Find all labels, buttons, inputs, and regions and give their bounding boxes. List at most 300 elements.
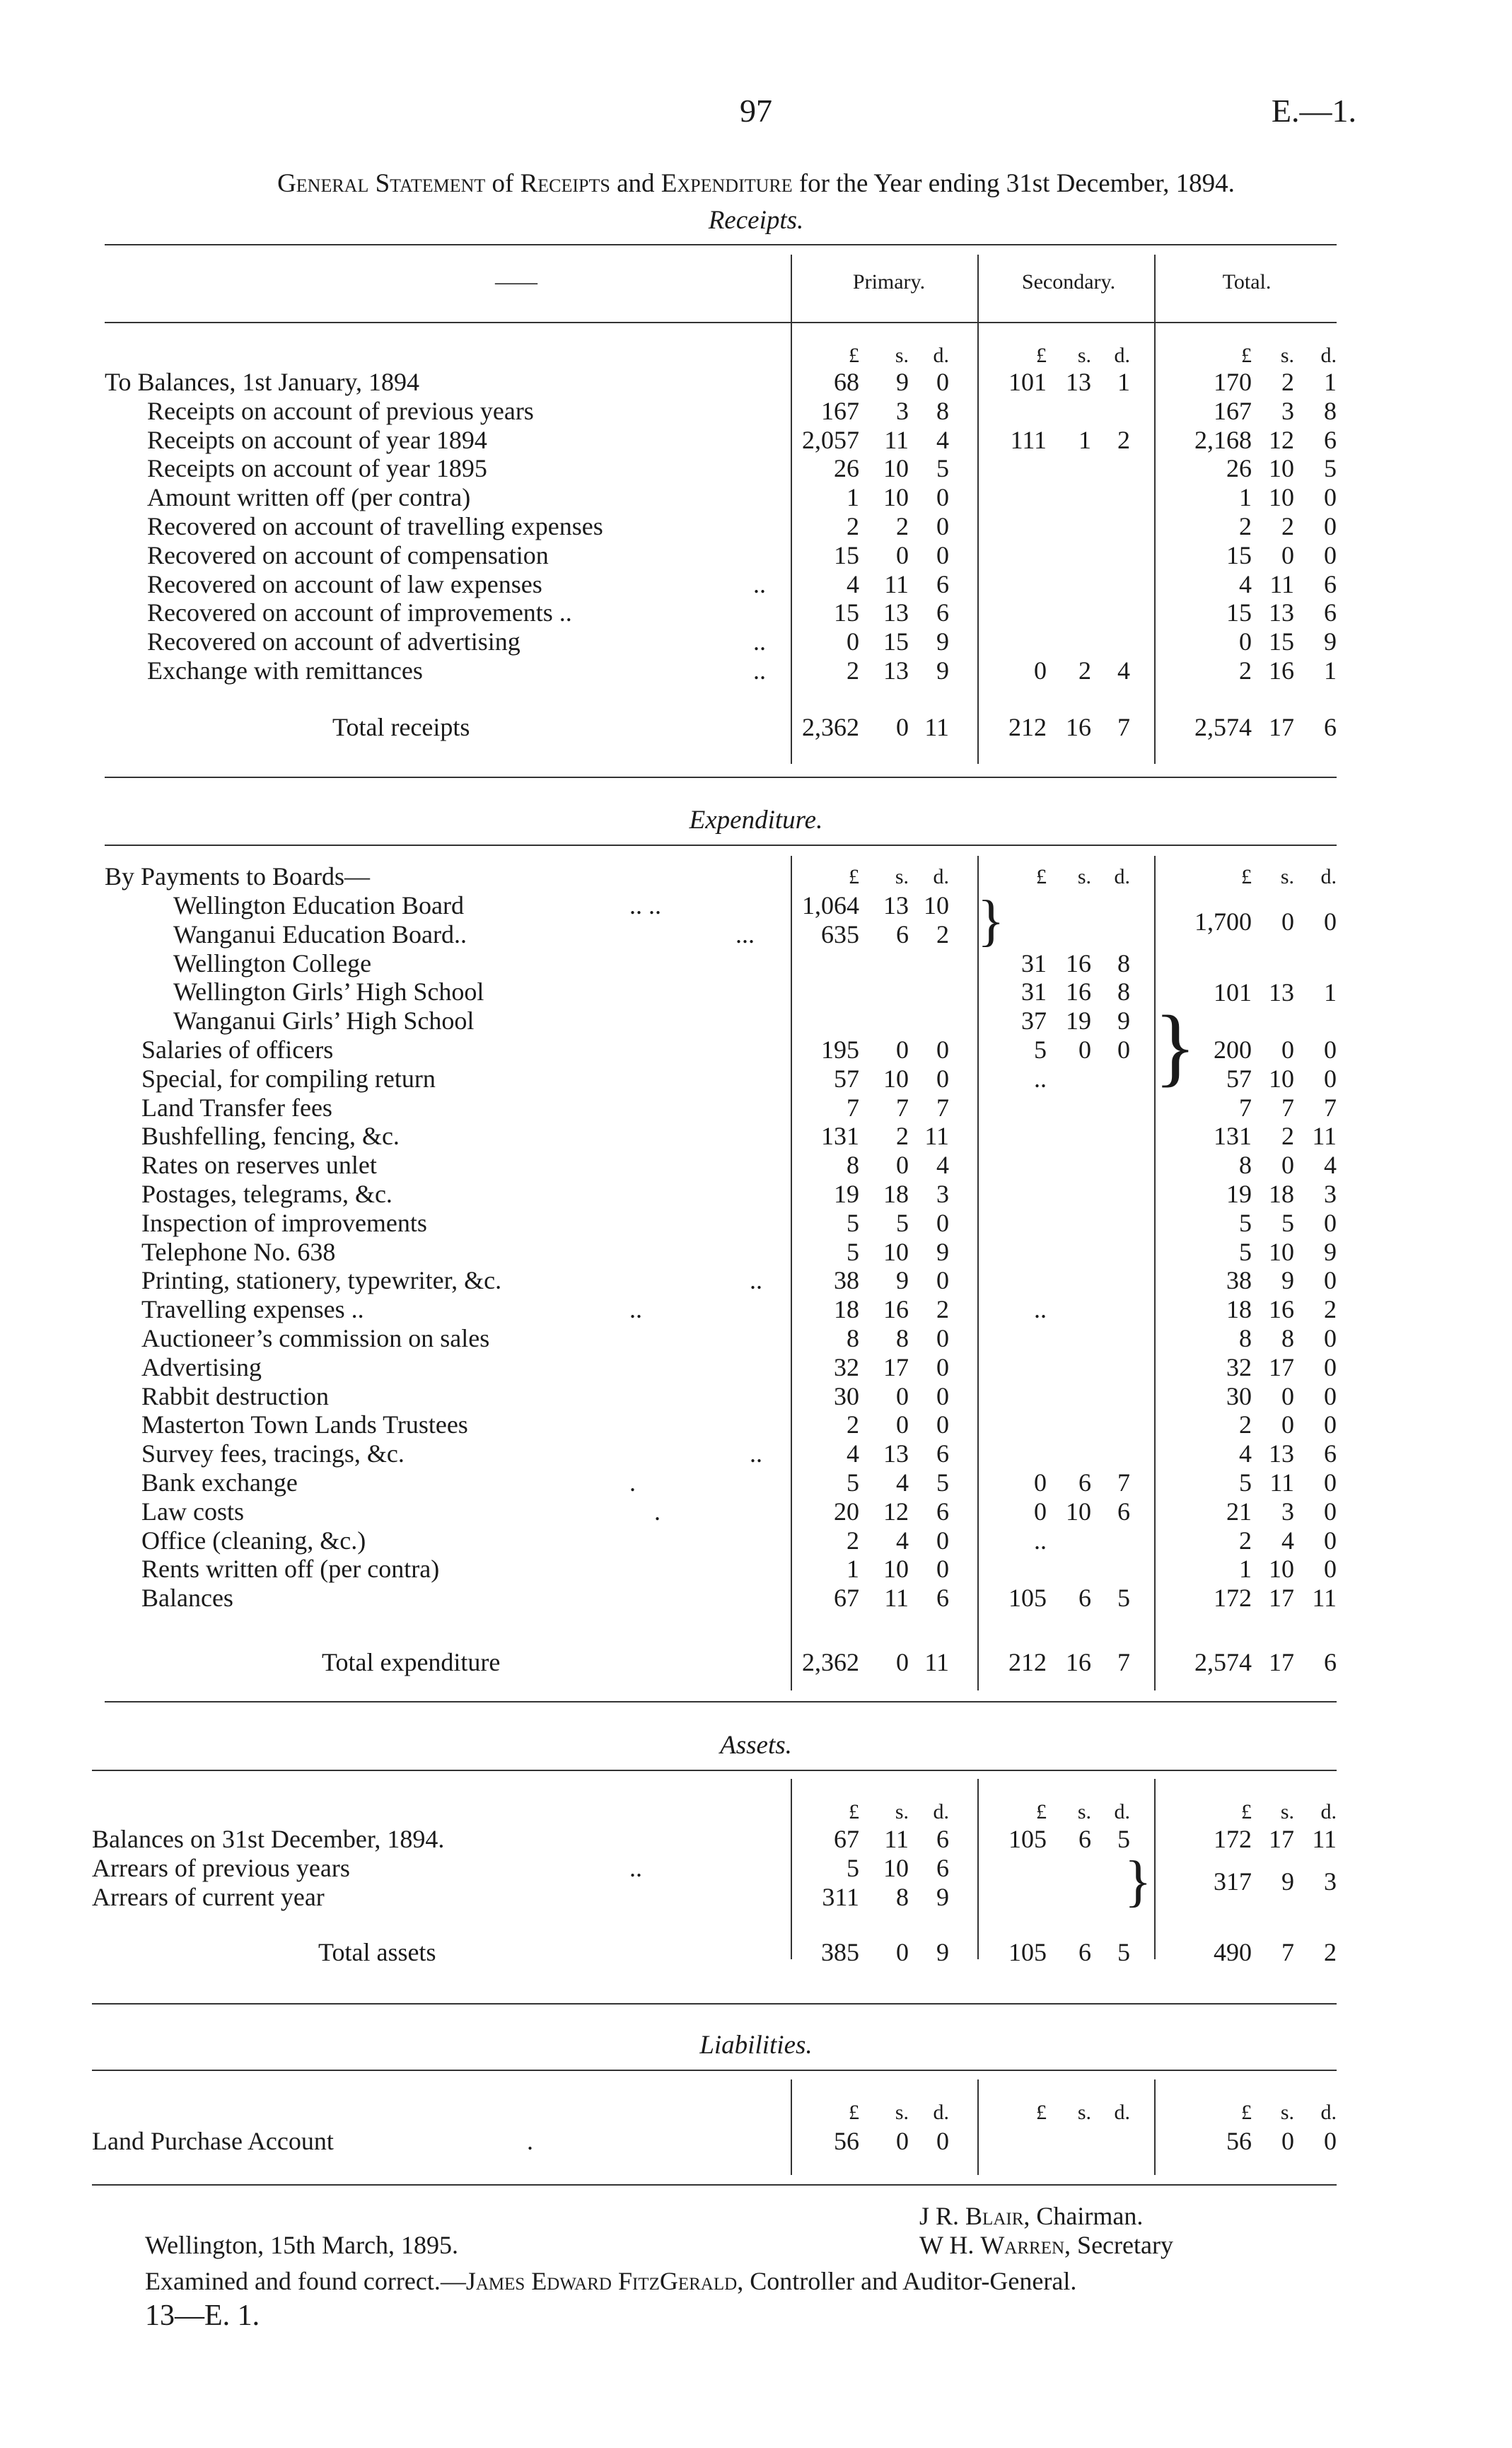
table-row	[0, 1238, 1512, 1267]
row-label: Auctioneer’s commission on sales	[141, 1324, 490, 1352]
pence-sign: d.	[1320, 865, 1337, 888]
table-row	[0, 1439, 1512, 1468]
row-label: Bank exchange	[141, 1468, 298, 1497]
pounds-cell: 4	[847, 569, 859, 598]
shillings-cell: 7	[1281, 1093, 1294, 1122]
leader-dots: ..	[753, 656, 766, 685]
pence-sign: d.	[1114, 1800, 1130, 1823]
pence-cell: 4	[936, 425, 949, 454]
row-label: Arrears of current year	[92, 1882, 325, 1911]
pence-cell: 0	[936, 1208, 949, 1237]
leader-dots: .	[527, 2127, 533, 2155]
pounds-cell: 111	[1010, 425, 1047, 454]
pound-sign: £	[1241, 344, 1252, 367]
row-label: Arrears of previous years	[92, 1853, 350, 1882]
pounds-cell: 67	[834, 1825, 859, 1853]
rule	[92, 2184, 1337, 2186]
pence-cell: 0	[1324, 1381, 1337, 1410]
pence-cell: 0	[1117, 1036, 1130, 1064]
shillings-cell: 16	[1269, 1295, 1294, 1324]
pence-cell: 6	[936, 569, 949, 598]
shillings-cell: 9	[896, 368, 909, 396]
pounds-cell: 2	[847, 1526, 859, 1555]
pounds-cell: 2	[847, 656, 859, 685]
table-row	[0, 598, 1512, 627]
shillings-cell: 0	[896, 540, 909, 569]
shillings-cell: 0	[1281, 1381, 1294, 1410]
row-label: Postages, telegrams, &c.	[141, 1180, 392, 1208]
shillings-cell: 0	[896, 2127, 909, 2155]
title-word: Expenditure	[661, 169, 793, 198]
pence-cell: 3	[936, 1180, 949, 1208]
shilling-sign: s.	[1077, 2101, 1091, 2124]
shillings-cell: 2	[896, 512, 909, 540]
pounds-cell: 317	[1214, 1867, 1252, 1896]
shillings-cell: 6	[896, 920, 909, 949]
shillings-cell: 4	[1281, 1526, 1294, 1555]
pence-cell: 6	[936, 1497, 949, 1526]
pound-sign: £	[1036, 344, 1047, 367]
leader-dots: ..	[629, 1853, 642, 1882]
shillings-cell: 17	[1269, 1584, 1294, 1613]
pence-cell: 9	[936, 1237, 949, 1266]
pound-sign: £	[1241, 865, 1252, 888]
row-label: Rates on reserves unlet	[141, 1151, 377, 1180]
pounds-cell: 31	[1021, 949, 1047, 978]
row-label: Salaries of officers	[141, 1036, 334, 1064]
pence-cell: 0	[936, 2127, 949, 2155]
pence-cell: 6	[936, 1439, 949, 1468]
table-row	[0, 627, 1512, 656]
pound-sign: £	[849, 344, 859, 367]
pounds-cell: 68	[834, 368, 859, 396]
shillings-cell: 18	[1269, 1180, 1294, 1208]
pounds-cell: 15	[834, 598, 859, 627]
row-label: Printing, stationery, typewriter, &c.	[141, 1266, 502, 1295]
pence-cell: 6	[936, 1584, 949, 1613]
shillings-cell: 11	[1269, 569, 1294, 598]
pounds-cell: 101	[1214, 978, 1252, 1007]
pounds-cell: 2,574	[1194, 1648, 1252, 1676]
pence-cell: 0	[936, 1381, 949, 1410]
pence-cell: 0	[1324, 1526, 1337, 1555]
row-label: Wellington College	[173, 949, 372, 978]
pence-cell: 11	[1312, 1584, 1337, 1613]
pence-cell: 5	[1324, 454, 1337, 483]
row-label: Rents written off (per contra)	[141, 1555, 440, 1584]
shillings-cell: 6	[1078, 1938, 1091, 1966]
title-word: Receipts	[520, 169, 610, 198]
shillings-cell: 6	[1078, 1825, 1091, 1853]
pound-sign: £	[1036, 2101, 1047, 2124]
shillings-cell: 12	[883, 1497, 909, 1526]
examined-text: Examined and found correct.—	[145, 2267, 466, 2295]
pence-cell: 7	[1324, 1093, 1337, 1122]
table-row	[0, 483, 1512, 512]
pence-sign: d.	[1320, 2101, 1337, 2124]
column-header-primary: Primary.	[852, 270, 926, 294]
pence-cell: 0	[936, 1410, 949, 1439]
pounds-cell: 212	[1008, 713, 1047, 741]
pence-cell: 8	[1117, 978, 1130, 1007]
pence-cell: 6	[1324, 569, 1337, 598]
table-row	[0, 1094, 1512, 1123]
shillings-cell: 16	[1269, 656, 1294, 685]
row-label: Receipts on account of year 1895	[147, 454, 487, 483]
table-row	[0, 1122, 1512, 1151]
arrears-total-row	[0, 1867, 1512, 1896]
shillings-cell: 13	[883, 656, 909, 685]
shillings-cell: 0	[1281, 2127, 1294, 2155]
row-label: Land Transfer fees	[141, 1093, 332, 1122]
pence-sign: d.	[1320, 344, 1337, 367]
pounds-cell: 2,362	[802, 1648, 859, 1676]
shillings-cell: 0	[1281, 907, 1294, 936]
pence-cell: 0	[1324, 1468, 1337, 1497]
pence-cell: 1	[1324, 978, 1337, 1007]
pounds-cell: 5	[847, 1853, 859, 1882]
table-row	[0, 1324, 1512, 1353]
pound-sign: £	[1036, 1800, 1047, 1823]
pence-cell: 0	[1324, 1352, 1337, 1381]
shilling-sign: s.	[1077, 344, 1091, 367]
pence-cell: 0	[936, 1266, 949, 1295]
pence-cell: 2	[1324, 1295, 1337, 1324]
row-label: Recovered on account of improvements ..	[147, 598, 572, 627]
pounds-cell: 21	[1226, 1497, 1252, 1526]
auditor-name: James Edward FitzGerald	[465, 2267, 738, 2295]
brace: }	[1124, 1850, 1152, 1913]
shillings-cell: 11	[884, 425, 909, 454]
shillings-cell: 16	[1066, 1648, 1091, 1676]
shillings-cell: 4	[896, 1468, 909, 1497]
pounds-cell: 38	[834, 1266, 859, 1295]
pence-cell: 6	[936, 1825, 949, 1853]
shillings-cell: 0	[1281, 540, 1294, 569]
rule	[105, 1701, 1337, 1702]
pounds-cell: 31	[1021, 978, 1047, 1007]
pound-sign: £	[1036, 865, 1047, 888]
pence-cell: 0	[936, 1324, 949, 1352]
pounds-cell: 57	[1226, 1064, 1252, 1093]
pence-cell: 2	[1324, 1938, 1337, 1966]
pence-cell: 7	[1117, 713, 1130, 741]
shillings-cell: 17	[1269, 1825, 1294, 1853]
shillings-cell: 9	[896, 1266, 909, 1295]
shillings-cell: 2	[1281, 1122, 1294, 1151]
pence-cell: 0	[936, 368, 949, 396]
pence-cell: 5	[1117, 1825, 1130, 1853]
shillings-cell: 11	[884, 1825, 909, 1853]
row-label: Total receipts	[332, 713, 470, 741]
pence-sign: d.	[933, 344, 949, 367]
pence-cell: 11	[1312, 1122, 1337, 1151]
pence-cell: 11	[924, 713, 949, 741]
pounds-cell: 195	[821, 1036, 859, 1064]
pounds-cell: 105	[1008, 1584, 1047, 1613]
row-label: Inspection of improvements	[141, 1208, 427, 1237]
pence-cell: 9	[936, 1938, 949, 1966]
pence-cell: 6	[1324, 713, 1337, 741]
row-label: Amount written off (per contra)	[147, 483, 471, 512]
column-header-dash: ——	[495, 270, 537, 294]
pounds-cell: ..	[1034, 1526, 1047, 1555]
row-label: Recovered on account of compensation	[147, 540, 549, 569]
pounds-cell: 37	[1021, 1007, 1047, 1036]
shillings-cell: 0	[896, 1381, 909, 1410]
row-label: Recovered on account of law expenses	[147, 569, 542, 598]
rule	[105, 845, 1337, 846]
row-label: By Payments to Boards—	[105, 862, 370, 891]
pence-cell: 7	[1117, 1468, 1130, 1497]
shillings-cell: 10	[1269, 1237, 1294, 1266]
shillings-cell: 10	[883, 1555, 909, 1584]
shillings-cell: 17	[1269, 1352, 1294, 1381]
shillings-cell: 13	[1269, 1439, 1294, 1468]
pounds-cell: 1	[847, 483, 859, 512]
pounds-cell: 167	[1214, 396, 1252, 425]
pounds-cell: 18	[1226, 1295, 1252, 1324]
pence-sign: d.	[933, 1800, 949, 1823]
pounds-cell: 18	[834, 1295, 859, 1324]
pence-cell: 0	[936, 1526, 949, 1555]
pounds-cell: 7	[847, 1093, 859, 1122]
pounds-cell: 5	[1239, 1237, 1252, 1266]
pence-cell: 6	[1117, 1497, 1130, 1526]
shillings-cell: 13	[883, 1439, 909, 1468]
pence-cell: 4	[1324, 1151, 1337, 1180]
shillings-cell: 0	[896, 1648, 909, 1676]
pounds-cell: 101	[1008, 368, 1047, 396]
leader-dots: ..	[753, 569, 766, 598]
pounds-cell: 0	[1034, 1497, 1047, 1526]
pounds-cell: 5	[1239, 1468, 1252, 1497]
pence-sign: d.	[1114, 344, 1130, 367]
table-row	[0, 1209, 1512, 1238]
pence-cell: 0	[936, 540, 949, 569]
shillings-cell: 3	[1281, 396, 1294, 425]
leader-dots: ..	[750, 1439, 762, 1468]
secretary-name: Warren	[980, 2231, 1065, 2259]
shillings-cell: 8	[896, 1324, 909, 1352]
shillings-cell: 0	[896, 1938, 909, 1966]
pounds-cell: 32	[1226, 1352, 1252, 1381]
table-row	[0, 1295, 1512, 1324]
shillings-cell: 10	[1066, 1497, 1091, 1526]
shillings-cell: 17	[1269, 1648, 1294, 1676]
pence-cell: 9	[936, 656, 949, 685]
pence-cell: 0	[936, 1555, 949, 1584]
pounds-cell: 105	[1008, 1825, 1047, 1853]
shilling-sign: s.	[1280, 1800, 1294, 1823]
row-label: To Balances, 1st January, 1894	[105, 368, 420, 396]
pounds-cell: 385	[821, 1938, 859, 1966]
shillings-cell: 1	[1078, 425, 1091, 454]
row-label: Recovered on account of travelling expenses	[147, 512, 603, 540]
assets-heading: Assets.	[720, 1731, 792, 1760]
table-row	[0, 713, 1512, 742]
pence-cell: 6	[1324, 1648, 1337, 1676]
pence-sign: d.	[1320, 1800, 1337, 1823]
receipts-heading: Receipts.	[708, 206, 804, 235]
row-label: Wellington Girls’ High School	[173, 978, 484, 1007]
row-label: Recovered on account of advertising	[147, 627, 521, 656]
shillings-cell: 10	[883, 454, 909, 483]
table-row	[0, 1938, 1512, 1967]
pounds-cell: 4	[847, 1439, 859, 1468]
shillings-cell: 13	[1269, 978, 1294, 1007]
shillings-cell: 0	[896, 1151, 909, 1180]
shillings-cell: 0	[1078, 1036, 1091, 1064]
rule	[105, 244, 1337, 245]
pounds-cell: 5	[847, 1208, 859, 1237]
pounds-cell: 67	[834, 1584, 859, 1613]
pence-cell: 8	[936, 396, 949, 425]
pence-cell: 9	[1117, 1007, 1130, 1036]
row-label: Balances	[141, 1584, 233, 1613]
pounds-cell: 30	[1226, 1381, 1252, 1410]
shillings-cell: 10	[1269, 483, 1294, 512]
shillings-cell: 16	[883, 1295, 909, 1324]
pounds-cell: 2,168	[1194, 425, 1252, 454]
pounds-cell: 15	[1226, 540, 1252, 569]
pounds-cell: 38	[1226, 1266, 1252, 1295]
shillings-cell: 16	[1066, 978, 1091, 1007]
row-label: Rabbit destruction	[141, 1381, 329, 1410]
pounds-cell: 2	[1239, 512, 1252, 540]
pence-cell: 3	[1324, 1867, 1337, 1896]
pence-cell: 5	[1117, 1584, 1130, 1613]
pounds-cell: 2	[847, 512, 859, 540]
row-label: Balances on 31st December, 1894.	[92, 1825, 445, 1853]
pounds-cell: 2	[847, 1410, 859, 1439]
title-word: and	[617, 169, 655, 198]
shillings-cell: 0	[896, 1036, 909, 1064]
row-label: Masterton Town Lands Trustees	[141, 1410, 468, 1439]
pounds-cell: 4	[1239, 1439, 1252, 1468]
pence-cell: 11	[924, 1648, 949, 1676]
row-label: Wellington Education Board	[173, 891, 465, 920]
table-row	[0, 1151, 1512, 1180]
pence-cell: 0	[1324, 540, 1337, 569]
pounds-cell: 131	[1214, 1122, 1252, 1151]
shillings-cell: 2	[1281, 368, 1294, 396]
pence-sign: d.	[1114, 865, 1130, 888]
pence-cell: 11	[924, 1122, 949, 1151]
row-label: Travelling expenses ..	[141, 1295, 364, 1324]
secretary-initials: W H.	[919, 2231, 975, 2259]
table-row	[0, 1036, 1512, 1065]
pence-cell: 1	[1324, 368, 1337, 396]
shilling-sign: s.	[1280, 344, 1294, 367]
table-row	[0, 541, 1512, 570]
pounds-cell: 2,057	[802, 425, 859, 454]
table-row	[0, 1648, 1512, 1677]
shillings-cell: 18	[883, 1180, 909, 1208]
row-label: Survey fees, tracings, &c.	[141, 1439, 405, 1468]
pounds-cell: 56	[1226, 2127, 1252, 2155]
rule	[92, 2003, 1337, 2005]
pence-cell: 9	[1324, 1237, 1337, 1266]
pence-cell: 1	[1117, 368, 1130, 396]
pounds-cell: 2	[1239, 1410, 1252, 1439]
secretary-role: , Secretary	[1064, 2231, 1173, 2259]
table-row	[0, 1468, 1512, 1497]
table-row	[0, 454, 1512, 483]
shillings-cell: 4	[896, 1526, 909, 1555]
shilling-sign: s.	[895, 344, 909, 367]
colleges-total-row	[0, 978, 1512, 1007]
table-row	[0, 1584, 1512, 1613]
leader-dots: ..	[753, 627, 766, 656]
shillings-cell: 10	[883, 1237, 909, 1266]
pound-sign: £	[849, 2101, 859, 2124]
pence-cell: 2	[936, 1295, 949, 1324]
shillings-cell: 10	[1269, 1555, 1294, 1584]
pounds-cell: 1	[847, 1555, 859, 1584]
shillings-cell: 10	[1269, 1064, 1294, 1093]
pence-cell: 0	[1324, 483, 1337, 512]
pounds-cell: 490	[1214, 1938, 1252, 1966]
pounds-cell: 2	[1239, 1526, 1252, 1555]
rule	[92, 1770, 1337, 1771]
audit-statement	[145, 2266, 1076, 2296]
boards-heading-row	[0, 862, 1512, 891]
pound-sign: £	[849, 865, 859, 888]
row-label: Wanganui Girls’ High School	[173, 1007, 475, 1036]
shilling-sign: s.	[1077, 865, 1091, 888]
row-label: Receipts on account of year 1894	[147, 425, 487, 454]
pounds-cell: 5	[847, 1468, 859, 1497]
title-word: Statement	[375, 169, 486, 198]
row-label: Law costs	[141, 1497, 244, 1526]
pence-cell: 5	[936, 1468, 949, 1497]
shillings-cell: 2	[1281, 512, 1294, 540]
table-row	[0, 1065, 1512, 1094]
pence-cell: 7	[1117, 1648, 1130, 1676]
pence-cell: 9	[936, 627, 949, 656]
pence-cell: 0	[936, 1352, 949, 1381]
row-label: Advertising	[141, 1352, 262, 1381]
chairman-initials: J R.	[919, 2202, 960, 2230]
table-row	[0, 1180, 1512, 1209]
shillings-cell: 11	[1269, 1468, 1294, 1497]
pounds-cell: 170	[1214, 368, 1252, 396]
pence-cell: 4	[1117, 656, 1130, 685]
table-row	[0, 656, 1512, 685]
pence-cell: 9	[1324, 627, 1337, 656]
pounds-cell: 635	[821, 920, 859, 949]
shilling-sign: s.	[895, 1800, 909, 1823]
row-label: Total assets	[318, 1938, 436, 1966]
pence-cell: 0	[1324, 1410, 1337, 1439]
pence-cell: 0	[1324, 1266, 1337, 1295]
signature-mark: 13—E. 1.	[145, 2299, 260, 2332]
shillings-cell: 0	[1281, 1036, 1294, 1064]
column-header-total: Total.	[1222, 270, 1272, 294]
pounds-cell: 8	[1239, 1324, 1252, 1352]
pounds-cell: 5	[1239, 1208, 1252, 1237]
row-label: Office (cleaning, &c.)	[141, 1526, 366, 1555]
shilling-sign: s.	[1280, 865, 1294, 888]
pounds-cell: 15	[1226, 598, 1252, 627]
pence-cell: 0	[1324, 512, 1337, 540]
pence-cell: 0	[1324, 2127, 1337, 2155]
place-date: Wellington, 15th March, 1895.	[145, 2231, 459, 2259]
units-row	[0, 1797, 1512, 1826]
table-row	[0, 1007, 1512, 1036]
pound-sign: £	[1241, 1800, 1252, 1823]
